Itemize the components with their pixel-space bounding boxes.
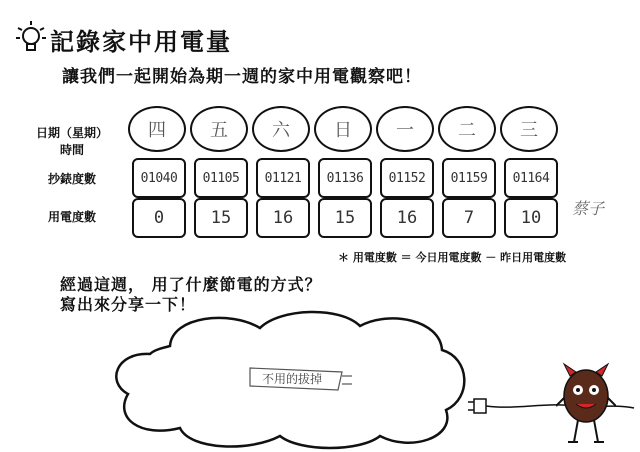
- usage-cell: 0: [132, 198, 186, 238]
- usage-cell: 10: [504, 198, 558, 238]
- usage-cell: 7: [442, 198, 496, 238]
- lightbulb-icon: [14, 18, 48, 58]
- meter-reading-cell: 01159: [442, 158, 496, 198]
- weekday-circle: 五: [190, 106, 248, 152]
- meter-reading-cell: 01164: [504, 158, 558, 198]
- weekday-circle: 三: [500, 106, 558, 152]
- meter-reading-cell: 01040: [132, 158, 186, 198]
- question-line-2: 寫出來分享一下！: [60, 295, 197, 314]
- intro-sentence: 讓我們一起開始為期一週的家中用電觀察吧！: [62, 67, 422, 87]
- meter-reading-cell: 01152: [380, 158, 434, 198]
- weekday-circle: 四: [128, 106, 186, 152]
- row-label-usage: 用電度數: [47, 210, 96, 224]
- weekday-circle: 日: [314, 106, 372, 152]
- row-label-reading: 抄錶度數: [47, 172, 96, 186]
- energy-monster-icon: [556, 362, 616, 448]
- meter-reading-cell: 01121: [256, 158, 310, 198]
- question-line-1: 經過這週， 用了什麼節電的方式？: [60, 275, 322, 294]
- weekday-circle: 六: [252, 106, 310, 152]
- formula-note: ＊ 用電度數 ＝ 今日用電度數 － 昨日用電度數: [338, 251, 567, 264]
- meter-reading-cell: 01136: [318, 158, 372, 198]
- weekday-circle: 一: [376, 106, 434, 152]
- usage-cell: 15: [194, 198, 248, 238]
- weekday-circle: 二: [438, 106, 496, 152]
- answer-text: 不用的拔掉: [262, 372, 323, 386]
- meter-reading-cell: 01105: [194, 158, 248, 198]
- worksheet-title: 記錄家中用電量: [50, 28, 232, 56]
- usage-cell: 16: [380, 198, 434, 238]
- row-label-time: 時間: [59, 143, 84, 157]
- usage-cell: 16: [256, 198, 310, 238]
- row-label-date: 日期（星期）: [35, 126, 108, 140]
- handwritten-signature: 蔡子: [572, 199, 605, 218]
- usage-cell: 15: [318, 198, 372, 238]
